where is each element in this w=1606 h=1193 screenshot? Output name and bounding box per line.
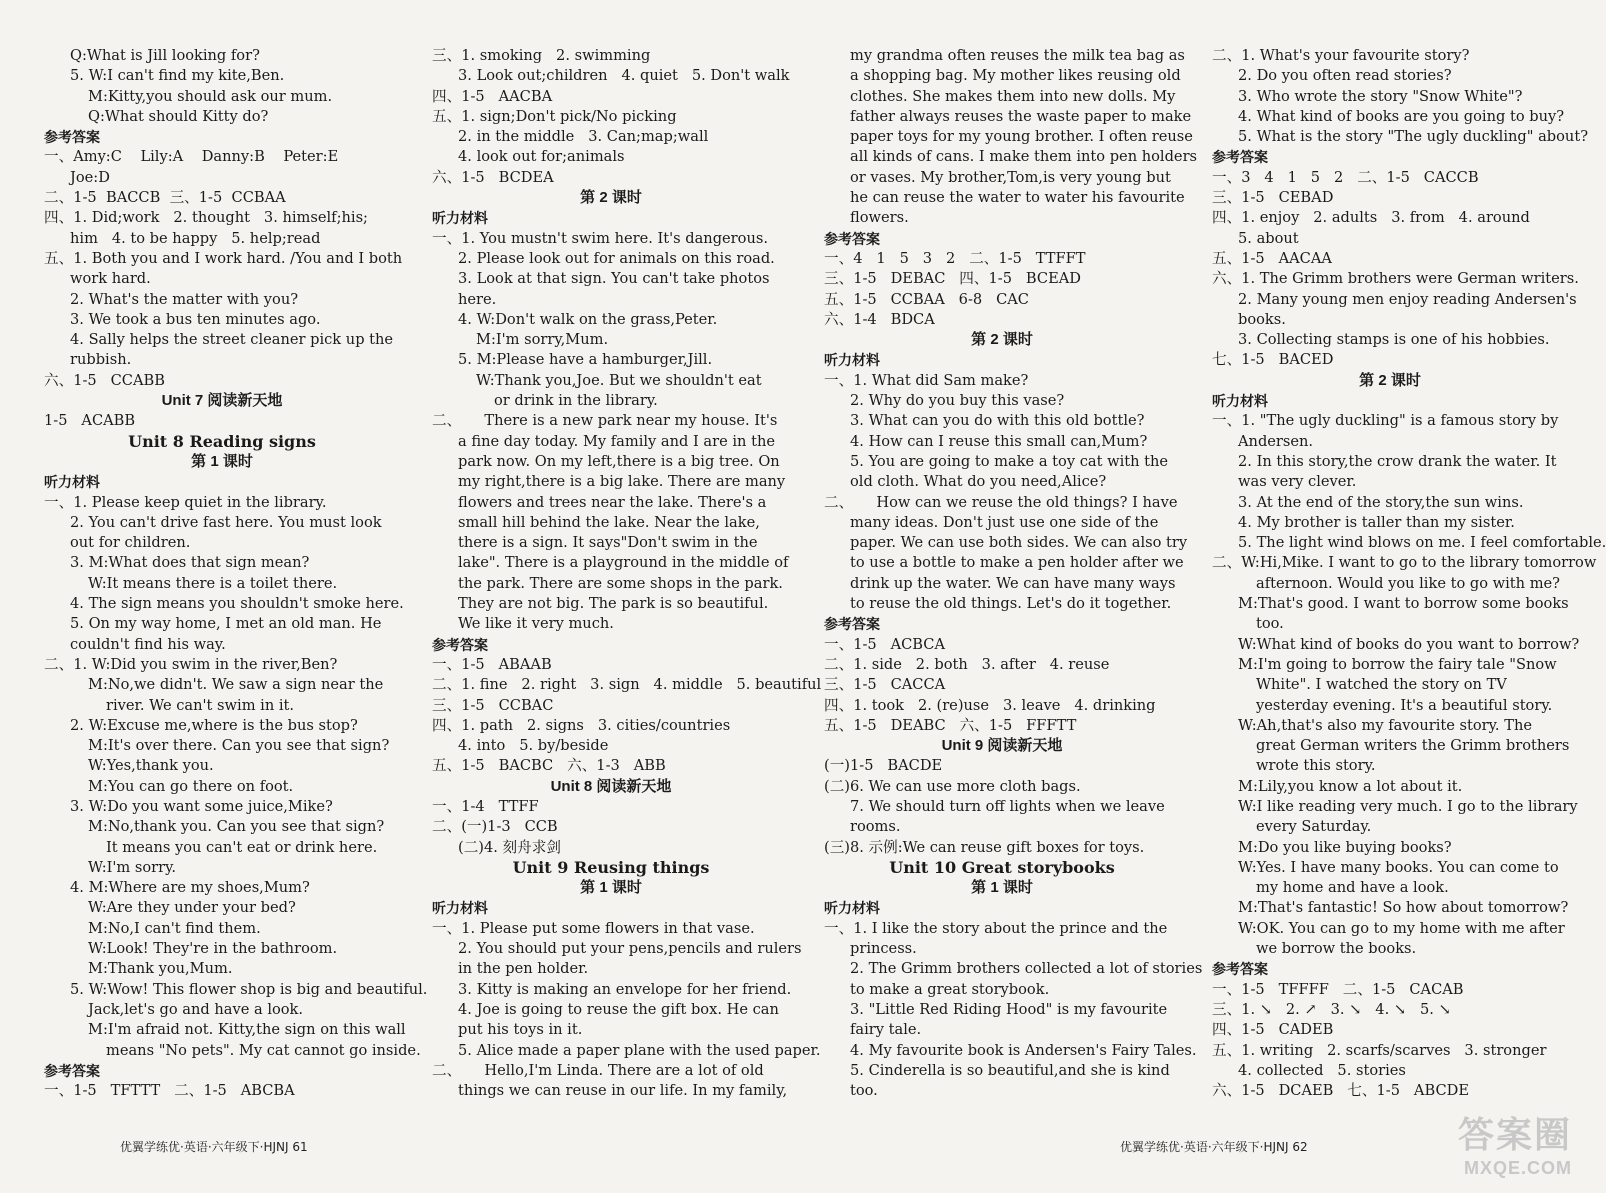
text-line: M:That's fantastic! So how about tomorrow? bbox=[1238, 899, 1569, 917]
text-line: 五、1-5 CCBAA 6-8 CAC bbox=[824, 290, 1029, 308]
text-line: 4. My brother is taller than my sister. bbox=[1238, 513, 1515, 531]
text-line: 3. Collecting stamps is one of his hobbies. bbox=[1238, 331, 1550, 349]
text-line: 2. Do you often read stories? bbox=[1238, 67, 1452, 85]
text-line: 5. Cinderella is so beautiful,and she is kind bbox=[850, 1061, 1170, 1079]
text-line: books. bbox=[1238, 310, 1286, 328]
text-line: 一、1-5 ACBCA bbox=[824, 635, 946, 653]
text-line: W:Ah,that's also my favourite story. The bbox=[1238, 716, 1532, 734]
text-line: 5. W:I can't find my kite,Ben. bbox=[70, 67, 285, 85]
text-line: Andersen. bbox=[1238, 432, 1314, 450]
section-heading: 第 2 课时 bbox=[580, 189, 642, 207]
text-line: flowers and trees near the lake. There's a bbox=[458, 493, 767, 511]
text-line: 4. into 5. by/beside bbox=[458, 737, 609, 755]
text-line: all kinds of cans. I make them into pen holders bbox=[850, 148, 1198, 166]
text-line: 一、3 4 1 5 2 二、1-5 CACCB bbox=[1212, 168, 1479, 186]
text-line: paper toys for my young brother. I often reuse bbox=[850, 128, 1193, 146]
subsection-label: 听力材料 bbox=[824, 352, 880, 369]
subsection-label: 听力材料 bbox=[44, 474, 100, 491]
text-line: 2. You can't drive fast here. You must look bbox=[70, 513, 382, 531]
text-line: flowers. bbox=[850, 209, 909, 227]
text-line: 一、Amy:C Lily:A Danny:B Peter:E bbox=[44, 148, 339, 166]
text-line: 4. look out for;animals bbox=[458, 148, 625, 166]
text-line: M:Thank you,Mum. bbox=[88, 960, 233, 978]
text-line: White". I watched the story on TV bbox=[1256, 676, 1507, 694]
text-line: 一、1. "The ugly duckling" is a famous story by bbox=[1212, 412, 1559, 430]
text-line: 5. about bbox=[1238, 229, 1299, 247]
text-line: 一、1-5 ABAAB bbox=[432, 655, 552, 673]
column-2 bbox=[432, 46, 822, 1101]
text-line: 3. Kitty is making an envelope for her friend. bbox=[458, 980, 792, 998]
section-heading: 第 2 课时 bbox=[971, 331, 1033, 349]
text-line: M:I'm afraid not. Kitty,the sign on this wall bbox=[88, 1021, 406, 1039]
text-line: 4. collected 5. stories bbox=[1238, 1061, 1406, 1079]
text-line: 5. What is the story "The ugly duckling" about? bbox=[1238, 128, 1589, 146]
text-line: princess. bbox=[850, 940, 917, 958]
text-line: 四、1. took 2. (re)use 3. leave 4. drinking bbox=[824, 696, 1156, 714]
column-1 bbox=[44, 46, 428, 1101]
subsection-label: 听力材料 bbox=[1212, 393, 1268, 410]
text-line: 五、1. Both you and I work hard. /You and I both bbox=[44, 249, 403, 267]
text-line: in the pen holder. bbox=[458, 960, 589, 978]
text-line: 4. The sign means you shouldn't smoke here. bbox=[70, 595, 404, 613]
text-line: 4. W:Don't walk on the grass,Peter. bbox=[458, 310, 718, 328]
text-line: W:It means there is a toilet there. bbox=[88, 574, 338, 592]
text-line: W:Yes. I have many books. You can come to bbox=[1238, 858, 1559, 876]
text-line: too. bbox=[1256, 615, 1284, 633]
text-line: Q:What is Jill looking for? bbox=[70, 47, 260, 64]
text-line: 2. W:Excuse me,where is the bus stop? bbox=[70, 716, 358, 734]
text-line: M:Kitty,you should ask our mum. bbox=[88, 87, 333, 105]
text-line: 四、1. Did;work 2. thought 3. himself;his; bbox=[44, 209, 368, 227]
text-line: out for children. bbox=[70, 534, 191, 552]
text-line: 五、1-5 DEABC 六、1-5 FFFTT bbox=[824, 716, 1077, 734]
text-line: 一、1. What did Sam make? bbox=[824, 371, 1029, 389]
column-4 bbox=[1212, 46, 1606, 1101]
text-line: 三、1-5 CEBAD bbox=[1212, 189, 1334, 207]
watermark-line-2: MXQE.COM bbox=[1463, 1158, 1572, 1178]
text-line: he can reuse the water to water his favourite bbox=[850, 189, 1185, 207]
text-line: 3. Who wrote the story "Snow White"? bbox=[1238, 87, 1523, 105]
text-line: 六、1-4 BDCA bbox=[824, 310, 935, 328]
footer-right: 优翼学练优·英语·六年级下·HJNJ 62 bbox=[1120, 1140, 1308, 1154]
text-line: (三)8. 示例:We can reuse gift boxes for toys. bbox=[824, 838, 1145, 856]
text-line: M:I'm going to borrow the fairy tale "Snow bbox=[1238, 655, 1557, 673]
text-line: 3. M:What does that sign mean? bbox=[70, 554, 310, 572]
text-line: drink up the water. We can have many ways bbox=[850, 574, 1176, 592]
text-line: 二、(一)1-3 CCB bbox=[432, 818, 558, 836]
text-line: old cloth. What do you need,Alice? bbox=[850, 473, 1107, 491]
text-line: M:You can go there on foot. bbox=[88, 777, 294, 795]
text-line: father always reuses the waste paper to make bbox=[850, 107, 1192, 125]
text-line: It means you can't eat or drink here. bbox=[106, 838, 378, 856]
text-line: They are not big. The park is so beautiful. bbox=[458, 595, 769, 613]
text-line: M:Lily,you know a lot about it. bbox=[1238, 777, 1463, 795]
text-line: 五、1. sign;Don't pick/No picking bbox=[432, 107, 677, 125]
text-line: 一、1-5 TFFFF 二、1-5 CACAB bbox=[1212, 980, 1464, 998]
text-line: we borrow the books. bbox=[1256, 940, 1417, 958]
text-line: lake". There is a playground in the middle of bbox=[458, 554, 789, 572]
section-heading: 第 1 课时 bbox=[971, 879, 1033, 897]
text-line: (二)4. 刻舟求剑 bbox=[458, 838, 561, 856]
text-line: W:Yes,thank you. bbox=[88, 757, 214, 775]
watermark bbox=[1458, 1107, 1572, 1179]
text-line: him 4. to be happy 5. help;read bbox=[70, 229, 321, 247]
text-line: 二、1. What's your favourite story? bbox=[1212, 47, 1470, 64]
text-line: 一、1. You mustn't swim here. It's dangerous. bbox=[432, 229, 768, 247]
text-line: M:I'm sorry,Mum. bbox=[476, 331, 609, 349]
section-heading: Unit 9 阅读新天地 bbox=[941, 737, 1063, 755]
text-line: to reuse the old things. Let's do it together. bbox=[850, 595, 1172, 613]
text-line: 二、1. W:Did you swim in the river,Ben? bbox=[44, 655, 338, 673]
subsection-label: 听力材料 bbox=[432, 900, 488, 917]
text-line: 4. How can I reuse this small can,Mum? bbox=[850, 432, 1148, 450]
text-line: M:No,thank you. Can you see that sign? bbox=[88, 818, 385, 836]
text-line: 5. The light wind blows on me. I feel comfortable. bbox=[1238, 534, 1606, 552]
text-line: 三、1-5 DEBAC 四、1-5 BCEAD bbox=[824, 270, 1081, 288]
text-line: wrote this story. bbox=[1256, 757, 1376, 775]
text-line: M:No,we didn't. We saw a sign near the bbox=[88, 676, 384, 694]
subsection-label: 参考答案 bbox=[824, 230, 880, 247]
text-line: there is a sign. It says"Don't swim in the bbox=[458, 534, 758, 552]
text-line: or vases. My brother,Tom,is very young but bbox=[850, 168, 1171, 186]
text-line: a fine day today. My family and I are in the bbox=[458, 432, 775, 450]
text-line: 三、1-5 CACCA bbox=[824, 676, 946, 694]
section-heading: 第 1 课时 bbox=[191, 452, 253, 470]
text-line: 六、1-5 CCABB bbox=[44, 371, 165, 389]
text-line: 1-5 ACABB bbox=[44, 412, 136, 430]
text-line: work hard. bbox=[70, 270, 151, 288]
text-line: my right,there is a big lake. There are many bbox=[458, 473, 786, 491]
subsection-label: 听力材料 bbox=[824, 900, 880, 917]
column-3 bbox=[824, 46, 1203, 1101]
text-line: my home and have a look. bbox=[1256, 879, 1449, 897]
section-heading: Unit 9 Reusing things bbox=[512, 857, 710, 877]
text-line: 二、 There is a new park near my house. It's bbox=[432, 412, 778, 430]
text-line: 三、1. smoking 2. swimming bbox=[432, 47, 651, 64]
section-heading: Unit 8 阅读新天地 bbox=[550, 777, 672, 795]
text-line: 七、1-5 BACED bbox=[1212, 351, 1334, 369]
text-line: 二、1. fine 2. right 3. sign 4. middle 5. beautiful bbox=[432, 676, 822, 694]
text-line: the park. There are some shops in the park. bbox=[458, 574, 783, 592]
text-line: a shopping bag. My mother likes reusing old bbox=[850, 67, 1181, 85]
text-line: 二、 How can we reuse the old things? I have bbox=[824, 493, 1178, 511]
text-line: 二、1-5 BACCB 三、1-5 CCBAA bbox=[44, 189, 286, 207]
section-heading: 第 1 课时 bbox=[580, 879, 642, 897]
text-line: W:OK. You can go to my home with me after bbox=[1238, 919, 1565, 937]
text-line: W:Look! They're in the bathroom. bbox=[88, 940, 338, 958]
text-line: 五、1-5 BACBC 六、1-3 ABB bbox=[432, 757, 666, 775]
text-line: 4. Joe is going to reuse the gift box. He can bbox=[458, 1000, 779, 1018]
text-line: 4. M:Where are my shoes,Mum? bbox=[70, 879, 310, 897]
text-line: 四、1-5 AACBA bbox=[432, 87, 553, 105]
text-line: or drink in the library. bbox=[494, 392, 658, 410]
text-line: Jack,let's go and have a look. bbox=[88, 1000, 304, 1018]
text-line: 二、W:Hi,Mike. I want to go to the library tomorrow bbox=[1212, 554, 1597, 572]
text-line: 4. Sally helps the street cleaner pick up the bbox=[70, 331, 394, 349]
subsection-label: 参考答案 bbox=[432, 636, 488, 653]
text-line: 五、1. writing 2. scarfs/scarves 3. stronger bbox=[1212, 1041, 1547, 1059]
text-line: 一、4 1 5 3 2 二、1-5 TTFFT bbox=[824, 249, 1086, 267]
text-line: 四、1. path 2. signs 3. cities/countries bbox=[432, 716, 731, 734]
text-line: 2. in the middle 3. Can;map;wall bbox=[458, 128, 709, 146]
text-line: my grandma often reuses the milk tea bag as bbox=[850, 47, 1185, 64]
watermark-line-1: 答案圈 bbox=[1457, 1114, 1572, 1155]
text-line: W:I'm sorry. bbox=[88, 858, 177, 876]
text-line: We like it very much. bbox=[458, 615, 614, 633]
text-line: M:Do you like buying books? bbox=[1238, 838, 1452, 856]
text-line: rooms. bbox=[850, 818, 901, 836]
text-line: paper. We can use both sides. We can also try bbox=[850, 534, 1188, 552]
text-line: yesterday evening. It's a beautiful story. bbox=[1256, 696, 1553, 714]
text-line: small hill behind the lake. Near the lake, bbox=[458, 513, 760, 531]
text-line: 一、1-4 TTFF bbox=[432, 797, 539, 815]
text-line: 5. W:Wow! This flower shop is big and beautiful. bbox=[70, 980, 428, 998]
text-line: clothes. She makes them into new dolls. My bbox=[850, 87, 1176, 105]
text-line: 一、1. Please put some flowers in that vase. bbox=[432, 919, 755, 937]
text-line: 7. We should turn off lights when we leave bbox=[850, 797, 1165, 815]
text-line: park now. On my left,there is a big tree. On bbox=[458, 452, 780, 470]
text-line: 5. M:Please have a hamburger,Jill. bbox=[458, 351, 713, 369]
text-line: put his toys in it. bbox=[458, 1021, 583, 1039]
text-line: 2. You should put your pens,pencils and rulers bbox=[458, 940, 802, 958]
text-line: 三、1-5 CCBAC bbox=[432, 696, 554, 714]
text-line: afternoon. Would you like to go with me? bbox=[1256, 574, 1561, 592]
text-line: M:It's over there. Can you see that sign? bbox=[88, 737, 390, 755]
text-line: 3. "Little Red Riding Hood" is my favourite bbox=[850, 1000, 1168, 1018]
text-line: 六、1-5 DCAEB 七、1-5 ABCDE bbox=[1212, 1082, 1469, 1100]
section-heading: Unit 7 阅读新天地 bbox=[161, 392, 283, 410]
section-heading: Unit 8 Reading signs bbox=[128, 431, 316, 451]
text-line: rubbish. bbox=[70, 351, 132, 369]
text-line: 5. You are going to make a toy cat with the bbox=[850, 452, 1169, 470]
text-line: 3. Look out;children 4. quiet 5. Don't walk bbox=[458, 67, 790, 85]
text-line: 2. The Grimm brothers collected a lot of stories bbox=[850, 960, 1203, 978]
text-line: 二、1. side 2. both 3. after 4. reuse bbox=[824, 655, 1110, 673]
text-line: W:Are they under your bed? bbox=[88, 899, 296, 917]
text-line: W:Thank you,Joe. But we shouldn't eat bbox=[476, 371, 762, 389]
text-line: 2. Many young men enjoy reading Andersen's bbox=[1238, 290, 1577, 308]
text-line: (一)1-5 BACDE bbox=[824, 757, 943, 775]
subsection-label: 听力材料 bbox=[432, 210, 488, 227]
text-line: M:That's good. I want to borrow some books bbox=[1238, 595, 1569, 613]
text-line: to make a great storybook. bbox=[850, 980, 1050, 998]
text-line: 一、1. Please keep quiet in the library. bbox=[44, 493, 327, 511]
text-line: 一、1-5 TFTTT 二、1-5 ABCBA bbox=[44, 1082, 295, 1100]
text-line: Joe:D bbox=[70, 168, 110, 186]
text-line: 4. What kind of books are you going to buy? bbox=[1238, 107, 1565, 125]
text-line: 六、1-5 BCDEA bbox=[432, 168, 554, 186]
text-line: too. bbox=[850, 1082, 878, 1100]
text-line: 3. We took a bus ten minutes ago. bbox=[70, 310, 321, 328]
text-line: 3. What can you do with this old bottle? bbox=[850, 412, 1145, 430]
footer-left: 优翼学练优·英语·六年级下·HJNJ 61 bbox=[120, 1140, 308, 1154]
text-line: to use a bottle to make a pen holder after we bbox=[850, 554, 1184, 572]
text-line: 4. My favourite book is Andersen's Fairy Tales. bbox=[850, 1041, 1197, 1059]
subsection-label: 参考答案 bbox=[1212, 149, 1268, 166]
text-line: many ideas. Don't just use one side of the bbox=[850, 513, 1159, 531]
subsection-label: 参考答案 bbox=[44, 129, 100, 146]
section-heading: 第 2 课时 bbox=[1359, 371, 1421, 389]
text-line: means "No pets". My cat cannot go inside. bbox=[106, 1041, 421, 1059]
text-line: 3. W:Do you want some juice,Mike? bbox=[70, 797, 333, 815]
text-line: 六、1. The Grimm brothers were German writers. bbox=[1212, 270, 1579, 288]
text-line: 一、1. I like the story about the prince and the bbox=[824, 919, 1168, 937]
text-line: W:I like reading very much. I go to the library bbox=[1238, 797, 1578, 815]
section-heading: Unit 10 Great storybooks bbox=[889, 857, 1115, 877]
subsection-label: 参考答案 bbox=[1212, 961, 1268, 978]
text-line: 2. What's the matter with you? bbox=[70, 290, 299, 308]
text-line: 3. At the end of the story,the sun wins. bbox=[1238, 493, 1524, 511]
text-line: great German writers the Grimm brothers bbox=[1256, 737, 1570, 755]
subsection-label: 参考答案 bbox=[44, 1062, 100, 1079]
text-line: 5. On my way home, I met an old man. He bbox=[70, 615, 382, 633]
text-line: couldn't find his way. bbox=[70, 635, 226, 653]
text-line: 二、 Hello,I'm Linda. There are a lot of old bbox=[432, 1061, 764, 1079]
text-line: 三、1. ↘ 2. ↗ 3. ↘ 4. ↘ 5. ↘ bbox=[1212, 1000, 1451, 1018]
text-line: was very clever. bbox=[1238, 473, 1357, 491]
text-line: Q:What should Kitty do? bbox=[88, 107, 269, 125]
text-line: (二)6. We can use more cloth bags. bbox=[824, 777, 1081, 795]
text-line: M:No,I can't find them. bbox=[88, 919, 261, 937]
text-line: 四、1-5 CADEB bbox=[1212, 1021, 1334, 1039]
text-line: fairy tale. bbox=[850, 1021, 922, 1039]
text-line: 五、1-5 AACAA bbox=[1212, 249, 1332, 267]
text-line: 2. Please look out for animals on this road. bbox=[458, 249, 775, 267]
text-line: river. We can't swim in it. bbox=[106, 696, 295, 714]
text-line: 5. Alice made a paper plane with the used paper. bbox=[458, 1041, 821, 1059]
text-line: 2. In this story,the crow drank the water. It bbox=[1238, 452, 1557, 470]
text-line: 四、1. enjoy 2. adults 3. from 4. around bbox=[1212, 209, 1530, 227]
text-line: 2. Why do you buy this vase? bbox=[850, 392, 1065, 410]
subsection-label: 参考答案 bbox=[824, 616, 880, 633]
text-line: W:What kind of books do you want to borrow? bbox=[1238, 635, 1580, 653]
text-line: things we can reuse in our life. In my family, bbox=[458, 1082, 788, 1100]
text-line: 3. Look at that sign. You can't take photos bbox=[458, 270, 770, 288]
text-line: here. bbox=[458, 290, 497, 308]
text-line: every Saturday. bbox=[1256, 818, 1372, 836]
